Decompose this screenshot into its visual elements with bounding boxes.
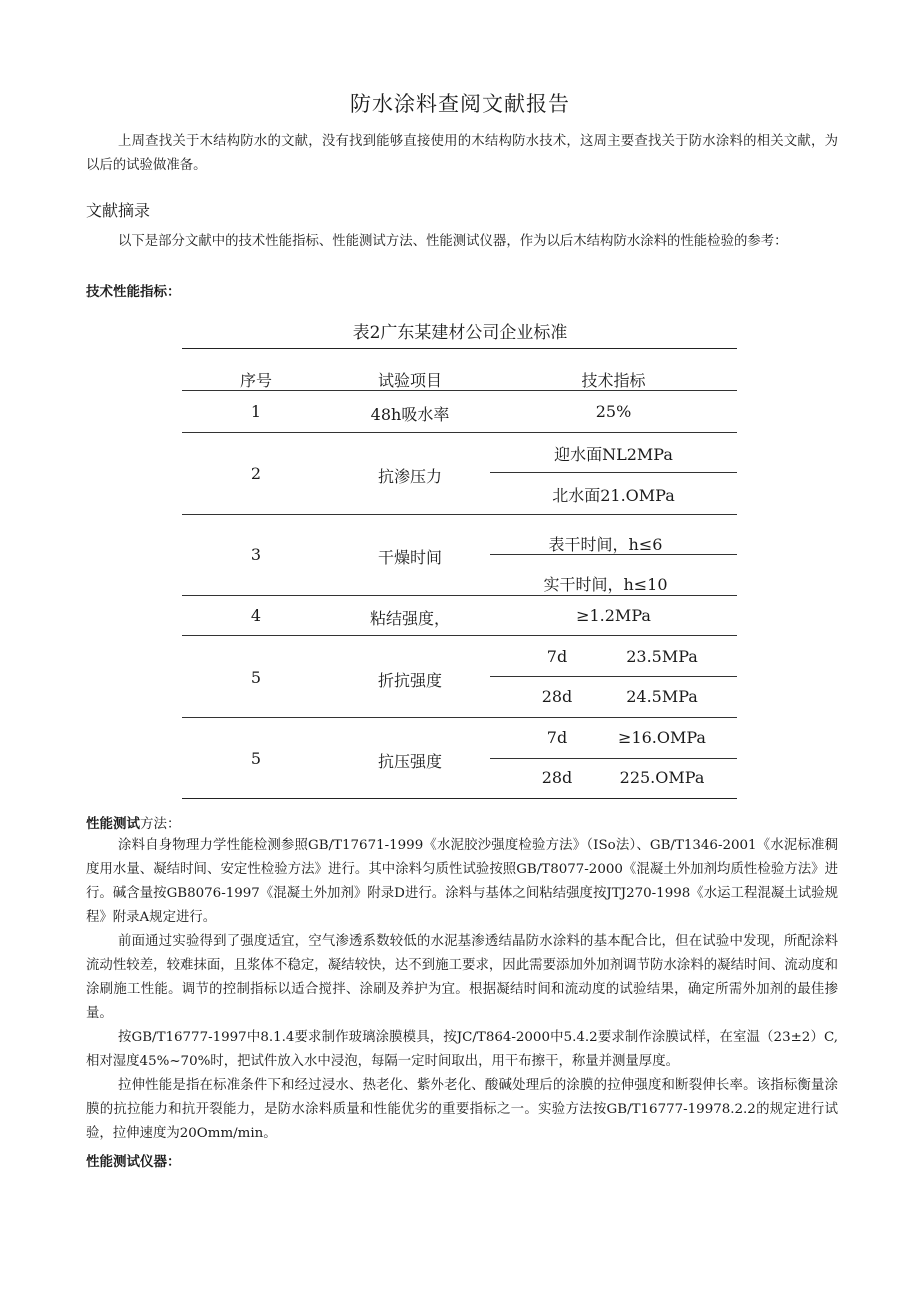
row-item: 折抗强度	[377, 671, 442, 690]
row-no: 5	[250, 668, 262, 687]
row-value: 北水面21.OMPa	[552, 486, 675, 505]
test-method-label-rest: 方法：	[140, 816, 181, 832]
row-value: 23.5MPa	[626, 647, 698, 666]
row-value: 25%	[595, 402, 632, 421]
method-paragraph: 涂料自身物理力学性能检测参照GB/T17671-1999《水泥胶沙强度检验方法》（ISo法）、GB/T1346-2001《水泥标准稠度用水量、凝结时间、安定性检验方法》进行。其中涂料匀质性试验按照GB/T8077-2000《混凝土外加剂均质性检验方法》进行。碱含量按GB8076-1997《混凝土外加剂》附录D进行。涂料与基体之间粘结强度按JTJ270-1998《水运工程混凝土试验规程》附录A规定进行。	[86, 838, 838, 925]
section-heading: 文献摘录	[86, 201, 151, 220]
row-value: 24.5MPa	[626, 687, 698, 706]
standards-table	[182, 348, 737, 800]
row-item: 48h吸水率	[370, 405, 450, 424]
table-rule	[182, 635, 737, 636]
table-rule	[182, 595, 737, 596]
table-top-rule	[182, 348, 737, 349]
table-rule	[490, 758, 737, 759]
header-indicator: 技术指标	[581, 371, 646, 390]
table-bottom-rule	[182, 798, 737, 799]
row-age: 7d	[546, 728, 568, 747]
row-value: 实干时间，h≤10	[543, 575, 668, 594]
row-item: 干燥时间	[377, 548, 442, 567]
row-item: 抗渗压力	[377, 467, 442, 486]
method-paragraph: 拉伸性能是指在标准条件下和经过浸水、热老化、紫外老化、酸碱处理后的涂膜的拉伸强度和断裂伸长率。该指标衡量涂膜的抗拉能力和抗开裂能力，是防水涂料质量和性能优劣的重要指标之一。实验方法按GB/T16777-19978.2.2的规定进行试验，拉伸速度为20Omm/min。	[86, 1078, 838, 1141]
row-no: 5	[250, 749, 262, 768]
section-intro-paragraph: 以下是部分文献中的技术性能指标、性能测试方法、性能测试仪器，作为以后木结构防水涂料的性能检验的参考：	[118, 234, 788, 249]
table-rule	[490, 472, 737, 473]
row-value: 表干时间，h≤6	[548, 535, 663, 554]
table-rule	[490, 676, 737, 677]
table-rule	[182, 717, 737, 718]
table-rule	[182, 432, 737, 433]
method-paragraph: 前面通过实验得到了强度适宜，空气渗透系数较低的水泥基渗透结晶防水涂料的基本配合比，但在试验中发现，所配涂料流动性较差，较难抹面，且浆体不稳定，凝结较快，达不到施工要求，因此需要添加外加剂调节防水涂料的凝结时间、流动度和涂刷施工性能。调节的控制指标以适合搅拌、涂刷及养护为宜。根据凝结时间和流动度的试验结果，确定所需外加剂的最佳掺量。	[86, 934, 838, 1021]
row-value: 225.OMPa	[619, 768, 705, 787]
row-age: 28d	[541, 768, 573, 787]
test-instrument-label: 性能测试仪器：	[86, 1154, 181, 1170]
table-caption: 表2广东某建材公司企业标准	[352, 323, 568, 343]
test-method-label	[86, 812, 181, 832]
row-item: 粘结强度，	[369, 609, 450, 628]
document-title: 防水涂料查阅文献报告	[350, 92, 570, 116]
row-value: ≥1.2MPa	[576, 606, 651, 625]
row-age: 28d	[541, 687, 573, 706]
intro-paragraph: 上周查找关于木结构防水的文献，没有找到能够直接使用的木结构防水技术，这周主要查找关于防水涂料的相关文献，为以后的试验做准备。	[86, 134, 838, 173]
header-no: 序号	[239, 371, 272, 390]
test-method-label-bold: 性能测试	[86, 816, 140, 832]
method-paragraph: 按GB/T16777-1997中8.1.4要求制作玻璃涂膜模具，按JC/T864-2000中5.4.2要求制作涂膜试样，在室温（23±2）C,相对湿度45%~70%时，把试件放入水中浸泡，每隔一定时间取出，用干布擦干，称量并测量厚度。	[86, 1030, 838, 1069]
row-item: 抗压强度	[377, 752, 442, 771]
table-rule	[182, 514, 737, 515]
row-no: 3	[250, 545, 262, 564]
header-item: 试验项目	[377, 371, 442, 390]
row-no: 4	[250, 606, 262, 625]
row-value: 迎水面NL2MPa	[554, 445, 673, 464]
row-age: 7d	[546, 647, 568, 666]
row-value: ≥16.OMPa	[618, 728, 706, 747]
row-no: 2	[250, 464, 262, 483]
tech-indicators-label: 技术性能指标：	[86, 284, 181, 300]
row-no: 1	[250, 402, 262, 421]
